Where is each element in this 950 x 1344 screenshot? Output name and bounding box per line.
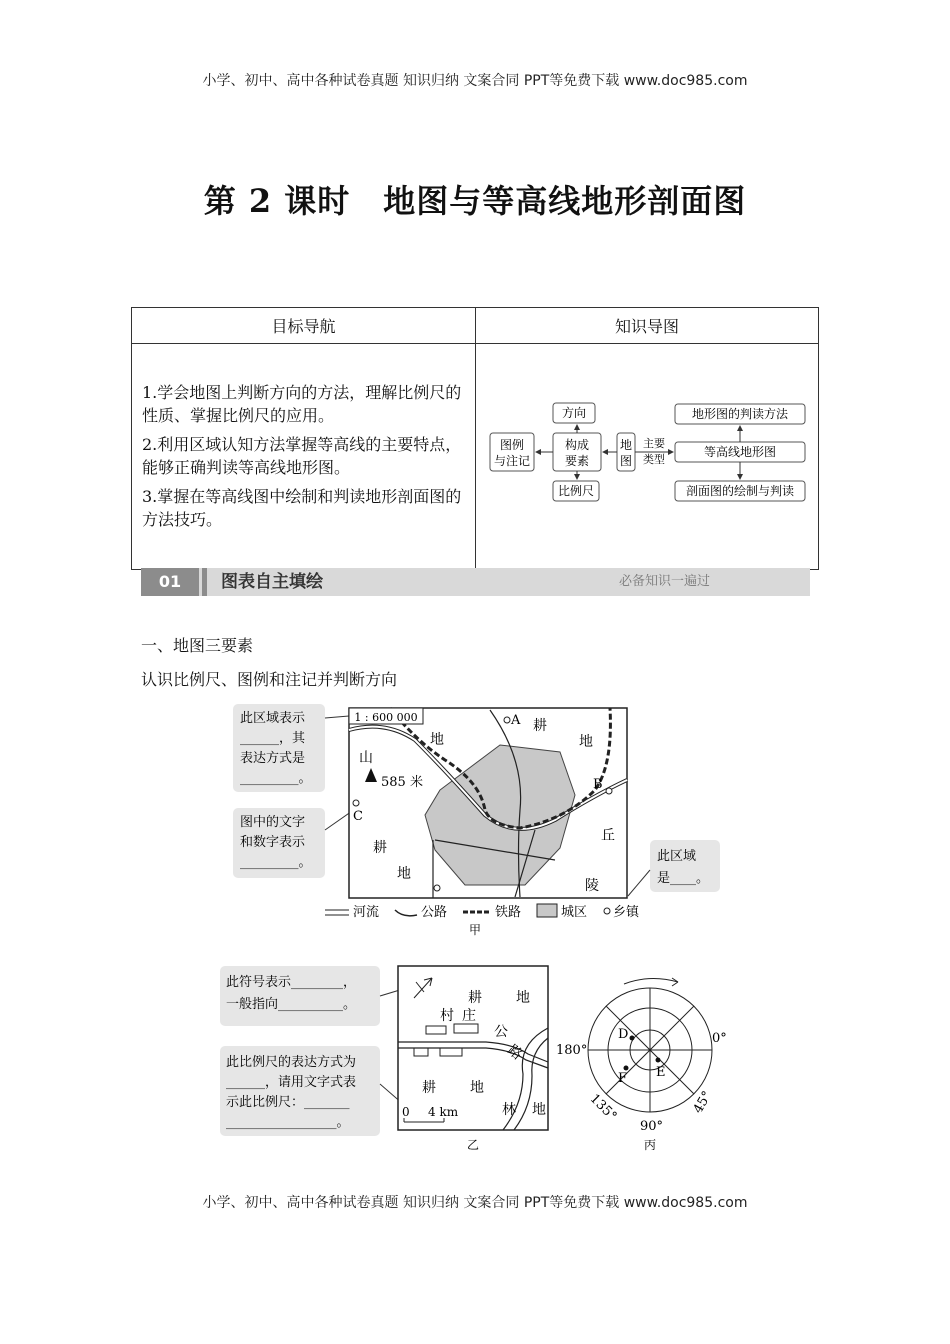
yi-label-lin: 林	[502, 1102, 516, 1118]
scale-bar-zero: 0	[402, 1105, 410, 1119]
yi-label-road1: 公	[494, 1024, 508, 1040]
polar-point-e: E	[656, 1065, 666, 1080]
map-label-di: 地	[579, 734, 593, 750]
legend-town: 乡镇	[613, 905, 640, 920]
col-header-goals: 目标导航	[132, 308, 476, 344]
yi-label-geng2: 耕	[422, 1080, 436, 1096]
mindmap-legend-2: 与注记	[493, 454, 531, 468]
section-label: 图表自主填绘	[221, 572, 323, 592]
page-footer: 小学、初中、高中各种试卷真题 知识归纳 文案合同 PPT等免费下载 www.doc985.com	[202, 1195, 748, 1211]
callout-yi-2-line1: 此比例尺的表达方式为	[226, 1055, 357, 1070]
yi-label-geng1: 耕	[468, 990, 482, 1006]
mindmap-legend: 图例	[499, 438, 525, 452]
mindmap-direction: 方向	[561, 406, 587, 420]
callout-yi-1-line1: 此符号表示________，	[226, 975, 357, 990]
mindmap-elements-2: 要素	[564, 454, 590, 468]
callout-jia-1-line1: 此区域表示	[240, 711, 306, 726]
polar-point-f: F	[618, 1071, 628, 1086]
map-figure-jia	[225, 700, 725, 940]
polar-deg-135: 135°	[586, 1091, 620, 1125]
mindmap-scale: 比例尺	[557, 484, 595, 498]
map-point-a: A	[511, 713, 521, 728]
polar-point-d: D	[618, 1027, 629, 1042]
callout-yi-2-line3: 示此比例尺：_______	[226, 1095, 350, 1110]
yi-label-di1: 地	[516, 990, 530, 1006]
map-label-geng: 耕	[533, 718, 547, 734]
polar-deg-90: 90°	[640, 1119, 664, 1134]
callout-jia-1-line2: ______，其	[240, 731, 306, 746]
mindmap-profile: 剖面图的绘制与判读	[685, 484, 795, 498]
section-number: 01	[141, 568, 199, 596]
yi-label-road2: 路	[504, 1042, 526, 1064]
callout-jia-3-line2: 是____。	[657, 871, 710, 886]
mindmap-contour-map: 等高线地形图	[703, 445, 777, 459]
callout-yi-2-line4: _________________。	[226, 1115, 350, 1130]
mindmap-types: 主要	[643, 437, 665, 450]
callout-jia-3-line1: 此区域	[657, 849, 697, 864]
callout-yi-2-line2: ______，请用文字式表	[226, 1075, 357, 1090]
heading-map-elements: 一、地图三要素	[141, 636, 254, 655]
section-band	[141, 568, 810, 596]
callout-jia-1-line4: _________。	[240, 771, 312, 786]
mindmap-cell	[476, 344, 819, 570]
yi-label-di2: 地	[470, 1080, 484, 1096]
goals-cell	[132, 344, 476, 570]
mindmap-elements: 构成	[564, 438, 590, 452]
section-subtitle: 必备知识一遍过	[618, 574, 710, 589]
mindmap-map-2: 图	[619, 454, 633, 468]
heading-scale-legend: 认识比例尺、图例和注记并判断方向	[141, 670, 398, 689]
polar-deg-0: 0°	[712, 1031, 727, 1046]
yi-label-village1: 村	[440, 1008, 454, 1024]
map-point-b: B	[593, 777, 603, 792]
yi-label-village2: 庄	[462, 1008, 476, 1024]
figure-caption-jia: 甲	[468, 923, 482, 937]
map-label-hill2: 陵	[585, 878, 599, 894]
callout-yi-1-line2: 一般指向__________。	[226, 997, 357, 1012]
callout-jia-2-line2: 和数字表示	[240, 835, 306, 850]
map-label-geng3: 耕	[373, 840, 387, 856]
map-label-land1: 地	[430, 732, 444, 748]
polar-deg-180: 180°	[556, 1043, 588, 1058]
map-point-c: C	[353, 809, 363, 824]
callout-jia-1-line3: 表达方式是	[240, 751, 306, 766]
mindmap-types-2: 类型	[643, 453, 665, 466]
page-title: 第 2 课时 地图与等高线地形剖面图	[203, 182, 747, 220]
figure-caption-yi: 乙	[466, 1138, 480, 1152]
knowledge-mindmap	[477, 345, 817, 568]
mindmap-topo-reading: 地形图的判读方法	[691, 407, 789, 421]
polar-deg-45: 45°	[690, 1088, 716, 1117]
goal-item: 1.学会地图上判断方向的方法，理解比例尺的性质、掌握比例尺的应用。	[142, 382, 462, 425]
section-divider	[202, 568, 207, 596]
map-figure-yi	[218, 964, 558, 1154]
goal-item: 2.利用区域认知方法掌握等高线的主要特点，能够正确判读等高线地形图。	[142, 434, 462, 477]
scale-bar-km: 4 km	[428, 1105, 459, 1119]
yi-label-di3: 地	[532, 1102, 546, 1118]
map-label-hill1: 丘	[601, 828, 615, 844]
callout-jia-2-line3: _________。	[240, 855, 312, 870]
goal-item: 3.掌握在等高线图中绘制和判读地形剖面图的方法技巧。	[142, 486, 462, 529]
col-header-mindmap: 知识导图	[476, 308, 819, 344]
legend-river: 河流	[353, 905, 380, 920]
legend-road: 公路	[421, 905, 448, 920]
mindmap-map: 地	[619, 438, 633, 452]
map-elevation: 585 米	[381, 775, 423, 790]
legend-city: 城区	[561, 905, 588, 920]
legend-railway: 铁路	[495, 905, 522, 920]
map-scale-label: 1 : 600 000	[354, 711, 418, 724]
goal-table	[131, 307, 819, 570]
figure-caption-bing: 丙	[643, 1138, 657, 1152]
page-header: 小学、初中、高中各种试卷真题 知识归纳 文案合同 PPT等免费下载 www.doc985.com	[202, 73, 748, 89]
callout-jia-2-line1: 图中的文字	[240, 815, 306, 830]
map-label-mountain: 山	[359, 750, 373, 766]
polar-figure-bing	[552, 964, 752, 1154]
map-label-di3: 地	[397, 866, 411, 882]
